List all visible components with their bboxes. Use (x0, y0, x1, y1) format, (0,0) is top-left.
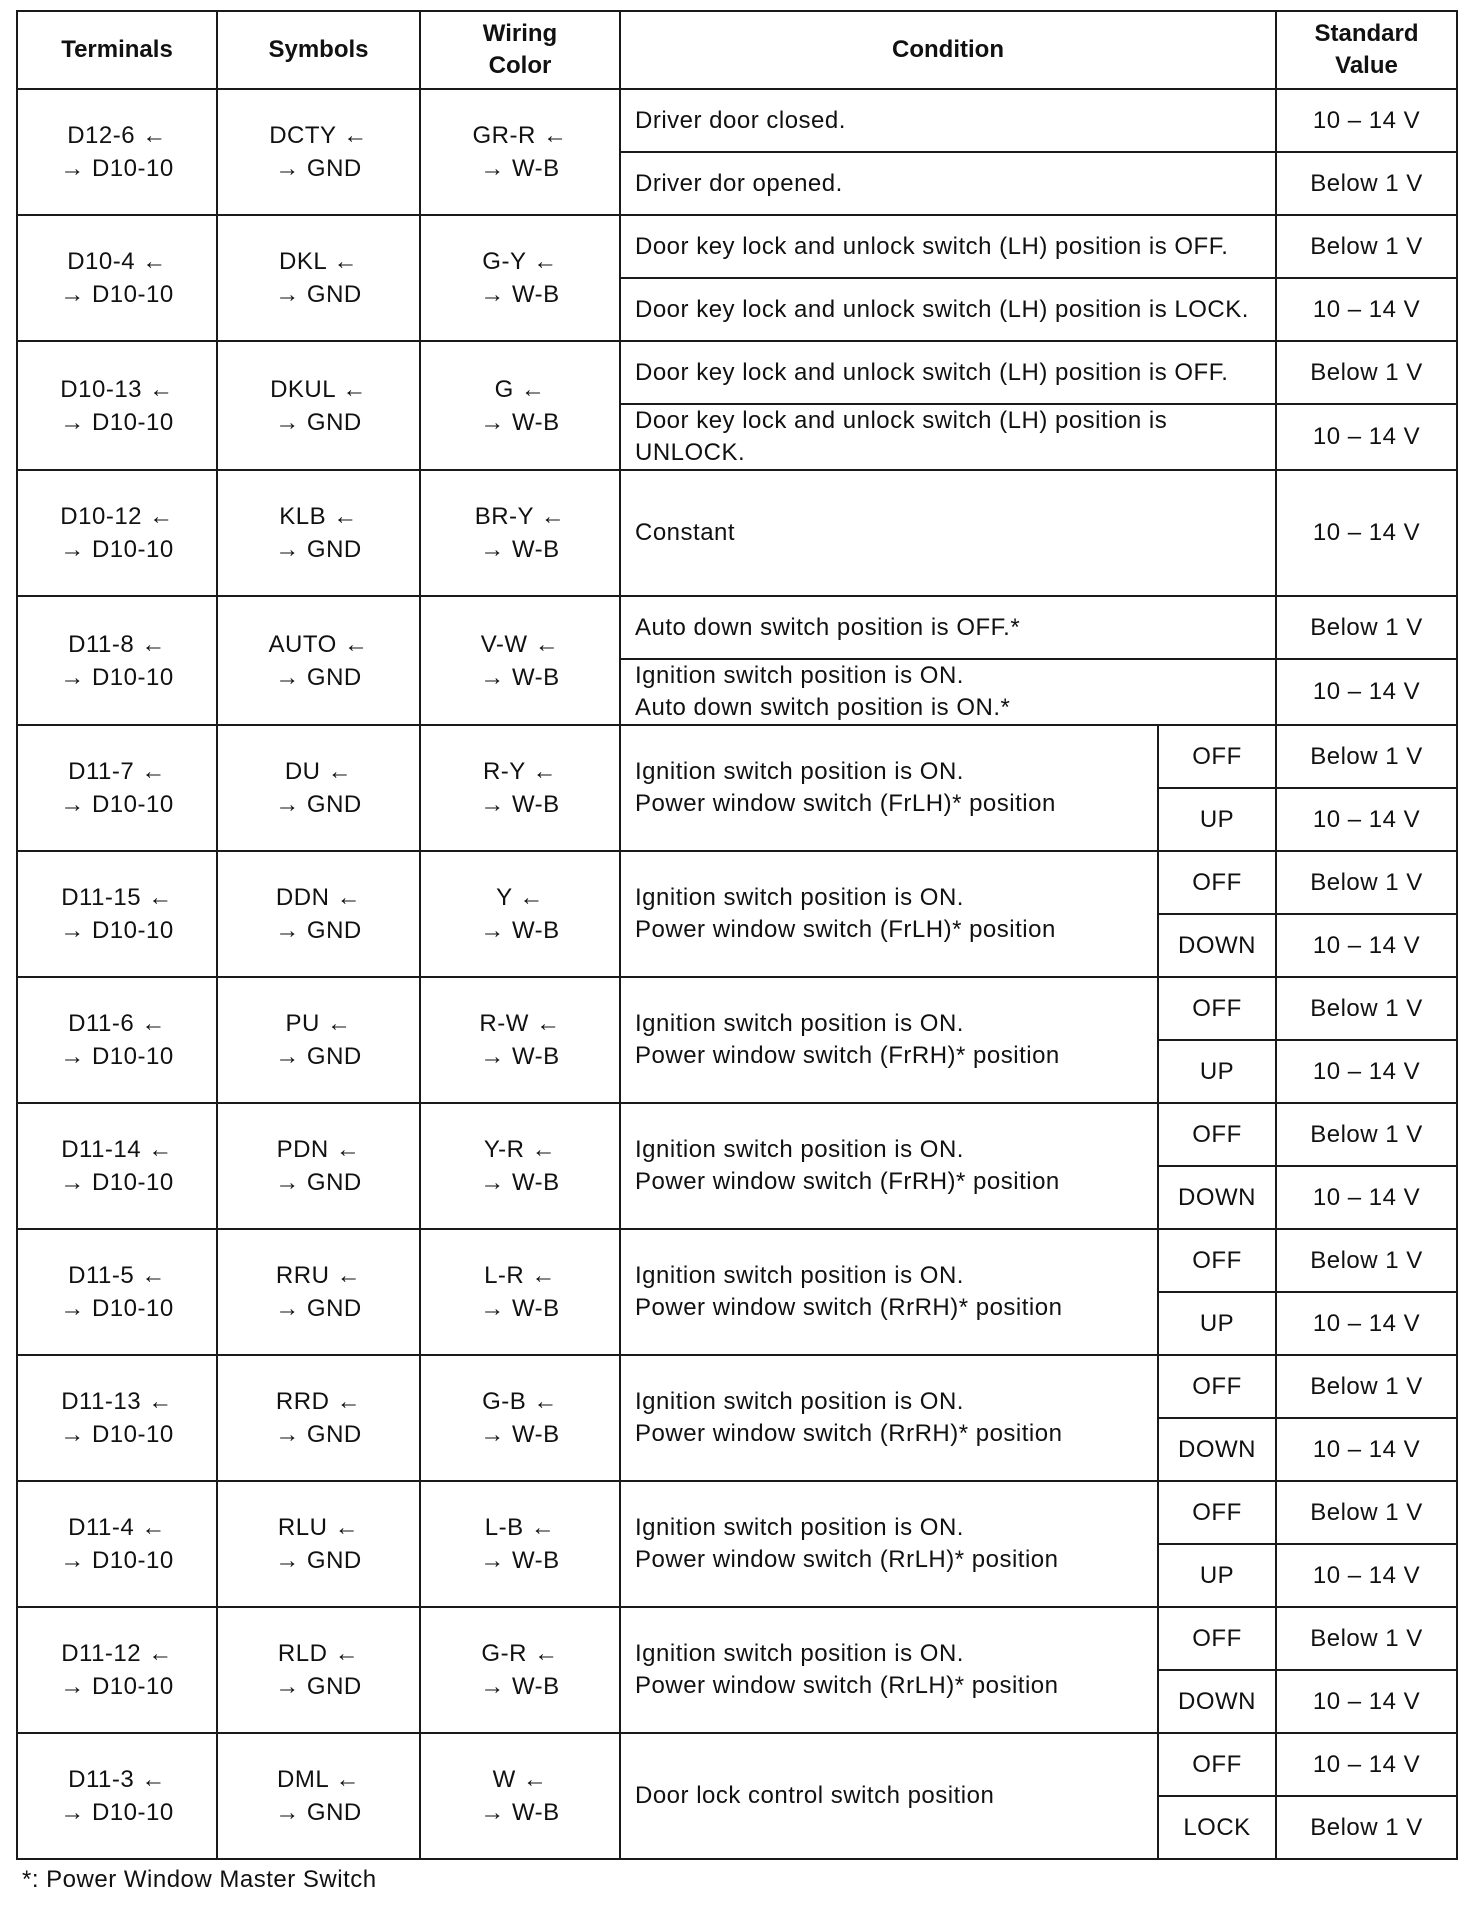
cell-line: → W-B (480, 917, 560, 944)
cell-line: DKL ← (279, 248, 358, 275)
cell-switch-position: OFF (1158, 977, 1276, 1040)
cell-standard-value: 10 – 14 V (1276, 1418, 1457, 1481)
table-row (17, 1355, 1457, 1418)
cell-line: DU ← (284, 758, 353, 785)
cell-terminals (17, 1229, 217, 1355)
cell-line: → W-B (480, 1043, 560, 1070)
cell-line: RLD ← (277, 1640, 360, 1667)
cell-condition: Door key lock and unlock switch (LH) position is OFF. (620, 215, 1276, 278)
cell-terminals (17, 1733, 217, 1859)
cell-switch-position: OFF (1158, 851, 1276, 914)
condition-line: Power window switch (RrRH)* position (635, 1294, 1063, 1321)
cell-wiring-color (420, 596, 620, 725)
cell-standard-value: 10 – 14 V (1276, 1292, 1457, 1355)
cell-condition: Constant (620, 470, 1276, 596)
cell-switch-position: UP (1158, 1544, 1276, 1607)
condition-line: Ignition switch position is ON. (635, 1388, 964, 1415)
table-row (17, 341, 1457, 404)
cell-line: G-R ← (481, 1640, 559, 1667)
cell-line: → GND (275, 281, 362, 308)
cell-line: L-R ← (484, 1262, 556, 1289)
cell-condition (620, 851, 1158, 977)
cell-line: → W-B (480, 663, 560, 691)
cell-condition (620, 1103, 1158, 1229)
cell-switch-position: DOWN (1158, 1418, 1276, 1481)
table-row (17, 725, 1457, 788)
cell-condition (620, 659, 1276, 725)
cell-line: D11-6 ← (68, 1010, 166, 1037)
cell-condition: Door key lock and unlock switch (LH) position is UNLOCK. (620, 404, 1276, 470)
cell-wiring-color (420, 1607, 620, 1733)
cell-line: RRD ← (275, 1388, 362, 1415)
cell-line: L-B ← (484, 1514, 556, 1541)
condition-line: Auto down switch position is ON.* (635, 694, 1011, 721)
header-terminals: Terminals (17, 11, 217, 89)
cell-standard-value: 10 – 14 V (1276, 404, 1457, 470)
cell-line: → D10-10 (60, 281, 174, 308)
cell-standard-value: 10 – 14 V (1276, 914, 1457, 977)
cell-symbols (217, 596, 420, 725)
cell-symbols (217, 1229, 420, 1355)
cell-condition (620, 1355, 1158, 1481)
cell-line: → W-B (480, 1673, 560, 1700)
cell-line: → D10-10 (60, 1043, 174, 1070)
cell-terminals (17, 89, 217, 215)
table-row (17, 470, 1457, 596)
cell-line: → W-B (480, 1799, 560, 1826)
cell-line: → GND (275, 917, 362, 944)
condition-line: Ignition switch position is ON. (635, 1136, 964, 1163)
condition-line: Ignition switch position is ON. (635, 1640, 964, 1667)
cell-switch-position: DOWN (1158, 1670, 1276, 1733)
cell-terminals (17, 341, 217, 470)
cell-line: → GND (275, 536, 362, 563)
cell-line: → GND (275, 408, 362, 436)
cell-standard-value: 10 – 14 V (1276, 1040, 1457, 1103)
cell-standard-value: 10 – 14 V (1276, 470, 1457, 596)
cell-line: G-Y ← (482, 248, 558, 275)
condition-line: Power window switch (RrLH)* position (635, 1672, 1059, 1699)
cell-symbols (217, 851, 420, 977)
cell-line: D12-6 ← (67, 122, 167, 149)
cell-terminals (17, 1607, 217, 1733)
table-row (17, 1103, 1457, 1166)
cell-line: D11-14 ← (61, 1136, 173, 1163)
cell-terminals (17, 596, 217, 725)
cell-line: → GND (275, 1169, 362, 1196)
cell-switch-position: OFF (1158, 1355, 1276, 1418)
cell-symbols (217, 1355, 420, 1481)
terminal-spec-table (16, 10, 1458, 1860)
cell-standard-value: 10 – 14 V (1276, 278, 1457, 341)
cell-line: Y ← (496, 884, 544, 911)
cell-line: D11-12 ← (61, 1640, 173, 1667)
cell-switch-position: DOWN (1158, 914, 1276, 977)
cell-line: → GND (275, 1673, 362, 1700)
cell-line: → W-B (480, 281, 560, 308)
cell-switch-position: OFF (1158, 1733, 1276, 1796)
header-symbols: Symbols (217, 11, 420, 89)
cell-wiring-color (420, 977, 620, 1103)
cell-condition: Driver dor opened. (620, 152, 1276, 215)
cell-wiring-color (420, 215, 620, 341)
cell-symbols (217, 470, 420, 596)
cell-line: → GND (275, 663, 362, 691)
condition-line: Power window switch (RrLH)* position (635, 1546, 1059, 1573)
cell-standard-value: 10 – 14 V (1276, 89, 1457, 152)
cell-line: DDN ← (275, 884, 362, 911)
cell-switch-position: UP (1158, 788, 1276, 851)
cell-wiring-color (420, 1355, 620, 1481)
cell-line: → D10-10 (60, 536, 174, 563)
cell-line: D10-13 ← (60, 375, 174, 403)
header-standard-value: Standard Value (1276, 11, 1457, 89)
cell-symbols (217, 1733, 420, 1859)
cell-terminals (17, 215, 217, 341)
header-row (17, 11, 1457, 89)
cell-line: → GND (275, 791, 362, 818)
cell-symbols (217, 341, 420, 470)
cell-condition (620, 977, 1158, 1103)
cell-line: → W-B (480, 408, 560, 436)
cell-line: → GND (275, 1043, 362, 1070)
cell-line: D11-15 ← (61, 884, 173, 911)
condition-line: Power window switch (FrLH)* position (635, 916, 1056, 943)
cell-line: RLU ← (277, 1514, 360, 1541)
cell-line: G-B ← (482, 1388, 558, 1415)
table-row (17, 851, 1457, 914)
cell-line: → W-B (480, 791, 560, 818)
cell-wiring-color (420, 851, 620, 977)
cell-standard-value: Below 1 V (1276, 1481, 1457, 1544)
cell-condition: Door key lock and unlock switch (LH) position is LOCK. (620, 278, 1276, 341)
cell-standard-value: Below 1 V (1276, 596, 1457, 659)
cell-line: D11-3 ← (68, 1766, 166, 1793)
cell-line: V-W ← (480, 630, 560, 658)
cell-terminals (17, 1481, 217, 1607)
cell-line: PDN ← (276, 1136, 361, 1163)
condition-line: Ignition switch position is ON. (635, 1514, 964, 1541)
table-row (17, 1229, 1457, 1292)
cell-line: D11-8 ← (68, 630, 166, 658)
cell-condition: Door lock control switch position (620, 1733, 1158, 1859)
cell-standard-value: 10 – 14 V (1276, 1166, 1457, 1229)
cell-line: D10-4 ← (67, 248, 167, 275)
cell-standard-value: Below 1 V (1276, 1355, 1457, 1418)
cell-wiring-color (420, 470, 620, 596)
cell-standard-value: 10 – 14 V (1276, 1670, 1457, 1733)
cell-standard-value: Below 1 V (1276, 341, 1457, 404)
cell-line: → W-B (480, 1169, 560, 1196)
cell-standard-value: Below 1 V (1276, 215, 1457, 278)
cell-condition (620, 725, 1158, 851)
cell-condition (620, 1481, 1158, 1607)
cell-standard-value: Below 1 V (1276, 1229, 1457, 1292)
cell-wiring-color (420, 1481, 620, 1607)
cell-line: → W-B (480, 536, 560, 563)
cell-symbols (217, 89, 420, 215)
condition-line: Power window switch (RrRH)* position (635, 1420, 1063, 1447)
cell-line: D11-13 ← (61, 1388, 173, 1415)
cell-line: D11-7 ← (68, 758, 166, 785)
cell-terminals (17, 1103, 217, 1229)
cell-line: → GND (275, 155, 362, 182)
cell-line: → W-B (480, 155, 560, 182)
cell-line: → D10-10 (60, 1799, 174, 1826)
cell-line: → D10-10 (60, 791, 174, 818)
table-row (17, 596, 1457, 659)
table-row (17, 215, 1457, 278)
cell-terminals (17, 470, 217, 596)
table-row (17, 977, 1457, 1040)
table-row (17, 1481, 1457, 1544)
cell-standard-value: 10 – 14 V (1276, 659, 1457, 725)
cell-standard-value: 10 – 14 V (1276, 1733, 1457, 1796)
cell-switch-position: OFF (1158, 1229, 1276, 1292)
cell-line: G ← (494, 375, 546, 403)
cell-line: D11-5 ← (68, 1262, 166, 1289)
condition-line: Power window switch (FrRH)* position (635, 1042, 1060, 1069)
cell-terminals (17, 1355, 217, 1481)
cell-wiring-color (420, 1733, 620, 1859)
cell-line: → D10-10 (60, 1547, 174, 1574)
cell-condition (620, 1607, 1158, 1733)
condition-line: Power window switch (FrLH)* position (635, 790, 1056, 817)
cell-wiring-color (420, 1103, 620, 1229)
cell-line: → D10-10 (60, 1295, 174, 1322)
cell-terminals (17, 851, 217, 977)
condition-line: Ignition switch position is ON. (635, 1262, 964, 1289)
cell-condition (620, 1229, 1158, 1355)
cell-symbols (217, 725, 420, 851)
cell-line: → D10-10 (60, 663, 174, 691)
cell-line: → D10-10 (60, 408, 174, 436)
cell-condition: Auto down switch position is OFF.* (620, 596, 1276, 659)
cell-symbols (217, 1103, 420, 1229)
cell-symbols (217, 215, 420, 341)
cell-switch-position: OFF (1158, 1103, 1276, 1166)
cell-line: AUTO ← (268, 630, 369, 658)
cell-standard-value: Below 1 V (1276, 1796, 1457, 1859)
cell-line: → GND (275, 1421, 362, 1448)
condition-line: Ignition switch position is ON. (635, 662, 964, 689)
table-row (17, 1607, 1457, 1670)
condition-line: Ignition switch position is ON. (635, 758, 964, 785)
cell-line: → D10-10 (60, 155, 174, 182)
cell-standard-value: 10 – 14 V (1276, 788, 1457, 851)
cell-switch-position: LOCK (1158, 1796, 1276, 1859)
cell-line: GR-R ← (472, 122, 568, 149)
cell-line: → W-B (480, 1295, 560, 1322)
cell-line: → D10-10 (60, 917, 174, 944)
cell-standard-value: 10 – 14 V (1276, 1544, 1457, 1607)
cell-line: → D10-10 (60, 1169, 174, 1196)
cell-switch-position: OFF (1158, 725, 1276, 788)
cell-switch-position: UP (1158, 1040, 1276, 1103)
condition-line: Power window switch (FrRH)* position (635, 1168, 1060, 1195)
table-body (17, 89, 1457, 1859)
table-row (17, 1733, 1457, 1796)
cell-line: DKUL ← (270, 375, 367, 403)
cell-wiring-color (420, 725, 620, 851)
header-condition: Condition (620, 11, 1276, 89)
cell-switch-position: OFF (1158, 1607, 1276, 1670)
cell-line: → W-B (480, 1547, 560, 1574)
cell-standard-value: Below 1 V (1276, 725, 1457, 788)
cell-symbols (217, 1607, 420, 1733)
cell-line: RRU ← (275, 1262, 362, 1289)
cell-symbols (217, 977, 420, 1103)
cell-line: R-Y ← (482, 758, 558, 785)
cell-switch-position: OFF (1158, 1481, 1276, 1544)
cell-line: DCTY ← (269, 122, 368, 149)
cell-wiring-color (420, 341, 620, 470)
footnote: *: Power Window Master Switch (22, 1866, 377, 1893)
cell-switch-position: UP (1158, 1292, 1276, 1355)
cell-standard-value: Below 1 V (1276, 1103, 1457, 1166)
cell-terminals (17, 725, 217, 851)
cell-line: → D10-10 (60, 1421, 174, 1448)
cell-wiring-color (420, 1229, 620, 1355)
cell-line: KLB ← (279, 503, 358, 530)
cell-standard-value: Below 1 V (1276, 1607, 1457, 1670)
cell-line: D11-4 ← (68, 1514, 166, 1541)
cell-line: → GND (275, 1295, 362, 1322)
cell-standard-value: Below 1 V (1276, 977, 1457, 1040)
cell-standard-value: Below 1 V (1276, 152, 1457, 215)
condition-line: Ignition switch position is ON. (635, 1010, 964, 1037)
cell-line: Y-R ← (483, 1136, 557, 1163)
cell-switch-position: DOWN (1158, 1166, 1276, 1229)
cell-terminals (17, 977, 217, 1103)
document-page (16, 10, 1456, 1894)
cell-condition: Driver door closed. (620, 89, 1276, 152)
cell-line: R-W ← (479, 1010, 561, 1037)
cell-line: → GND (275, 1547, 362, 1574)
cell-line: DML ← (277, 1766, 360, 1793)
cell-standard-value: Below 1 V (1276, 851, 1457, 914)
table-row (17, 89, 1457, 152)
cell-symbols (217, 1481, 420, 1607)
cell-line: → W-B (480, 1421, 560, 1448)
cell-line: W ← (492, 1766, 548, 1793)
cell-line: D10-12 ← (60, 503, 174, 530)
header-wiring-color: Wiring Color (420, 11, 620, 89)
cell-line: → D10-10 (60, 1673, 174, 1700)
condition-line: Ignition switch position is ON. (635, 884, 964, 911)
cell-line: BR-Y ← (474, 503, 566, 530)
cell-wiring-color (420, 89, 620, 215)
cell-line: PU ← (285, 1010, 352, 1037)
cell-condition: Door key lock and unlock switch (LH) position is OFF. (620, 341, 1276, 404)
cell-line: → GND (275, 1799, 362, 1826)
